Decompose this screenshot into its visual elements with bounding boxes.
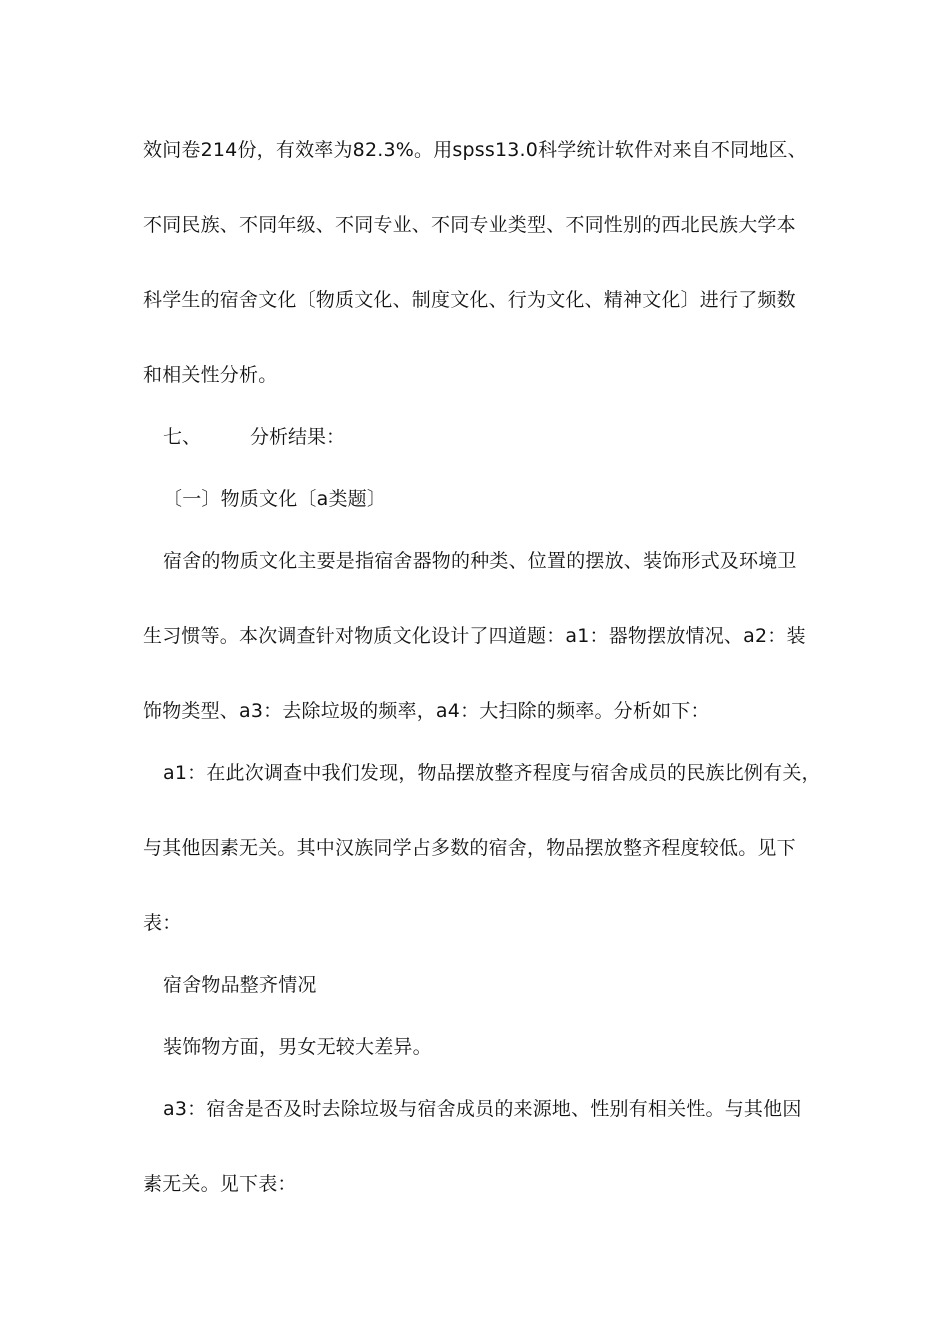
paragraph-line: 与其他因素无关。其中汉族同学占多数的宿舍，物品摆放整齐程度较低。见下 [143, 837, 796, 859]
paragraph-line: 装饰物方面，男女无较大差异。 [163, 1036, 432, 1058]
paragraph-line: 表： [143, 912, 182, 934]
paragraph-line: 不同民族、不同年级、不同专业、不同专业类型、不同性别的西北民族大学本 [143, 214, 796, 236]
section-number: 七、 [163, 426, 202, 448]
paragraph-line: 饰物类型、a3：去除垃圾的频率，a4：大扫除的频率。分析如下： [143, 700, 710, 722]
paragraph-line: 宿舍的物质文化主要是指宿舍器物的种类、位置的摆放、装饰形式及环境卫 [163, 550, 797, 572]
subsection-title: 〔一〕物质文化〔a类题〕 [163, 488, 387, 510]
paragraph-line: 科学生的宿舍文化〔物质文化、制度文化、行为文化、精神文化〕进行了频数 [143, 289, 796, 311]
section-title: 分析结果： [250, 426, 346, 448]
paragraph-line: 素无关。见下表： [143, 1173, 297, 1195]
paragraph-line: 和相关性分析。 [143, 364, 278, 386]
table-caption: 宿舍物品整齐情况 [163, 974, 317, 996]
paragraph-line: 效问卷214份，有效率为82.3%。用spss13.0科学统计软件对来自不同地区、 [143, 139, 807, 161]
paragraph-line: 生习惯等。本次调查针对物质文化设计了四道题：a1：器物摆放情况、a2：装 [143, 625, 806, 647]
paragraph-line: a1：在此次调查中我们发现，物品摆放整齐程度与宿舍成员的民族比例有关， [163, 762, 821, 784]
paragraph-line: a3：宿舍是否及时去除垃圾与宿舍成员的来源地、性别有相关性。与其他因 [163, 1098, 802, 1120]
